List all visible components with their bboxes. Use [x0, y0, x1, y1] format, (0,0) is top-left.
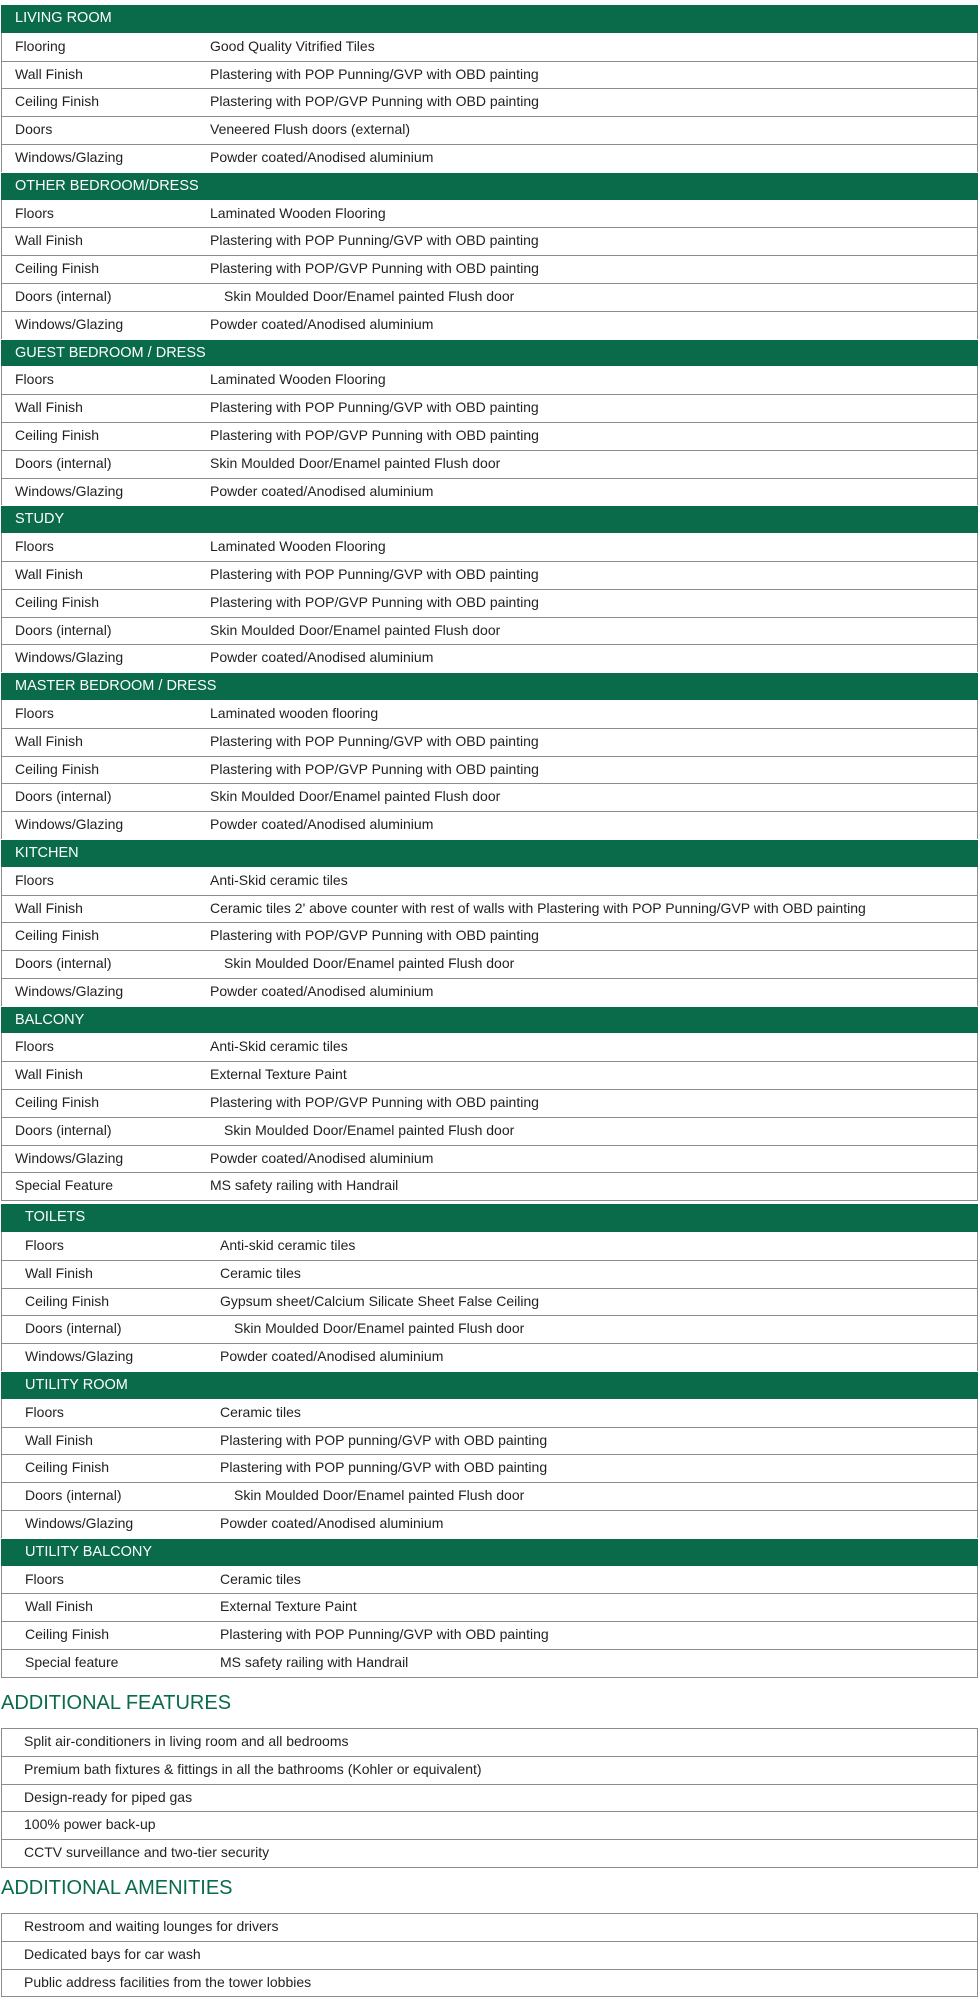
spec-row	[1, 1315, 978, 1343]
spec-label: Floors	[25, 1237, 64, 1254]
spec-value: Skin Moulded Door/Enamel painted Flush door	[224, 287, 515, 304]
list-item: Restroom and waiting lounges for drivers	[1, 1913, 978, 1941]
spec-value: Powder coated/Anodised aluminium	[210, 482, 434, 499]
spec-value: Ceramic tiles	[220, 1403, 301, 1420]
spec-value: Anti-Skid ceramic tiles	[210, 1038, 348, 1055]
spec-row	[1, 61, 978, 89]
spec-row	[1, 1510, 978, 1538]
spec-row	[1, 811, 978, 839]
spec-row	[1, 200, 978, 228]
spec-group	[1, 1204, 978, 1677]
spec-label: Doors (internal)	[15, 454, 112, 471]
spec-value: Powder coated/Anodised aluminium	[210, 1149, 434, 1166]
spec-row	[1, 867, 978, 895]
section-header: STUDY	[1, 505, 978, 533]
spec-label: Wall Finish	[15, 732, 83, 749]
spec-label: Windows/Glazing	[15, 1149, 124, 1166]
spec-label: Doors	[15, 121, 53, 138]
spec-row	[1, 533, 978, 561]
spec-label: Wall Finish	[25, 1598, 93, 1615]
spec-value: Laminated Wooden Flooring	[210, 204, 386, 221]
spec-value: Plastering with POP/GVP Punning with OBD painting	[210, 426, 539, 443]
spec-value: Plastering with POP Punning/GVP with OBD painting	[220, 1626, 549, 1643]
spec-row	[1, 394, 978, 422]
list-item: 100% power back-up	[1, 1811, 978, 1839]
spec-row	[1, 700, 978, 728]
section-header: MASTER BEDROOM / DRESS	[1, 672, 978, 700]
additional-features-title: ADDITIONAL FEATURES	[1, 1692, 232, 1714]
spec-row	[1, 450, 978, 478]
spec-label: Ceiling Finish	[25, 1292, 110, 1309]
spec-value: Powder coated/Anodised aluminium	[210, 649, 434, 666]
spec-row	[1, 311, 978, 339]
spec-row	[1, 1260, 978, 1288]
spec-value: MS safety railing with Handrail	[220, 1654, 409, 1671]
spec-label: Windows/Glazing	[15, 482, 124, 499]
spec-row	[1, 1089, 978, 1117]
spec-row	[1, 478, 978, 506]
spec-value: Powder coated/Anodised aluminium	[210, 816, 434, 833]
spec-value: Plastering with POP Punning/GVP with OBD painting	[210, 232, 539, 249]
spec-value: Skin Moulded Door/Enamel painted Flush door	[210, 454, 501, 471]
spec-label: Ceiling Finish	[15, 593, 100, 610]
spec-label: Ceiling Finish	[15, 93, 100, 110]
spec-value: Powder coated/Anodised aluminium	[210, 315, 434, 332]
spec-label: Windows/Glazing	[15, 315, 124, 332]
spec-row	[1, 1117, 978, 1145]
section-header: UTILITY ROOM	[1, 1371, 978, 1399]
spec-label: Windows/Glazing	[15, 148, 124, 165]
spec-row	[1, 283, 978, 311]
spec-label: Floors	[15, 371, 54, 388]
spec-value: Plastering with POP/GVP Punning with OBD painting	[210, 260, 539, 277]
spec-value: Powder coated/Anodised aluminium	[220, 1515, 444, 1532]
spec-value: Plastering with POP/GVP Punning with OBD painting	[210, 760, 539, 777]
spec-label: Special Feature	[15, 1177, 114, 1194]
spec-row	[1, 88, 978, 116]
spec-value: Plastering with POP/GVP Punning with OBD painting	[210, 927, 539, 944]
spec-value: Laminated Wooden Flooring	[210, 371, 386, 388]
spec-group	[1, 5, 978, 1200]
spec-row	[1, 1288, 978, 1316]
spec-value: Powder coated/Anodised aluminium	[220, 1348, 444, 1365]
spec-row	[1, 1621, 978, 1649]
list-item: Design-ready for piped gas	[1, 1784, 978, 1812]
spec-value: Plastering with POP/GVP Punning with OBD painting	[210, 593, 539, 610]
spec-label: Floors	[15, 871, 54, 888]
spec-label: Wall Finish	[15, 1066, 83, 1083]
additional-features-list	[1, 1728, 978, 1868]
spec-label: Doors (internal)	[25, 1487, 122, 1504]
spec-value: Plastering with POP Punning/GVP with OBD painting	[210, 65, 539, 82]
spec-row	[1, 756, 978, 784]
spec-row	[1, 978, 978, 1006]
section-header: LIVING ROOM	[1, 5, 978, 33]
specifications-table	[1, 5, 978, 1678]
spec-label: Doors (internal)	[15, 1121, 112, 1138]
spec-value: Plastering with POP/GVP Punning with OBD painting	[210, 1094, 539, 1111]
spec-value: Plastering with POP Punning/GVP with OBD painting	[210, 565, 539, 582]
spec-value: Skin Moulded Door/Enamel painted Flush door	[234, 1487, 525, 1504]
spec-value: Skin Moulded Door/Enamel painted Flush door	[224, 955, 515, 972]
list-item: Split air-conditioners in living room and all bedrooms	[1, 1728, 978, 1756]
spec-value: Plastering with POP punning/GVP with OBD painting	[220, 1431, 548, 1448]
list-item: Premium bath fixtures & fittings in all the bathrooms (Kohler or equivalent)	[1, 1756, 978, 1784]
spec-row	[1, 1033, 978, 1061]
spec-value: Plastering with POP Punning/GVP with OBD painting	[210, 732, 539, 749]
list-item: CCTV surveillance and two-tier security	[1, 1839, 978, 1867]
spec-label: Wall Finish	[15, 65, 83, 82]
spec-value: Gypsum sheet/Calcium Silicate Sheet False Ceiling	[220, 1292, 540, 1309]
spec-row	[1, 227, 978, 255]
spec-value: Anti-Skid ceramic tiles	[210, 871, 348, 888]
spec-value: Plastering with POP/GVP Punning with OBD painting	[210, 93, 539, 110]
spec-label: Windows/Glazing	[25, 1348, 134, 1365]
list-item: Dedicated bays for car wash	[1, 1941, 978, 1969]
spec-row	[1, 1482, 978, 1510]
spec-row	[1, 1454, 978, 1482]
spec-label: Ceiling Finish	[15, 1094, 100, 1111]
spec-row	[1, 144, 978, 172]
spec-value: Plastering with POP Punning/GVP with OBD painting	[210, 399, 539, 416]
spec-label: Wall Finish	[25, 1264, 93, 1281]
spec-value: Ceramic tiles 2' above counter with rest of walls with Plastering with POP Punning/GVP with OBD painting	[210, 899, 866, 916]
spec-value: Veneered Flush doors (external)	[210, 121, 410, 138]
section-header: OTHER BEDROOM/DRESS	[1, 172, 978, 200]
spec-value: Skin Moulded Door/Enamel painted Flush door	[234, 1320, 525, 1337]
spec-row	[1, 950, 978, 978]
spec-row	[1, 561, 978, 589]
spec-label: Ceiling Finish	[15, 760, 100, 777]
spec-label: Floors	[25, 1403, 64, 1420]
spec-label: Wall Finish	[25, 1431, 93, 1448]
list-item: Public address facilities from the tower lobbies	[1, 1969, 978, 1997]
spec-label: Doors (internal)	[15, 287, 112, 304]
spec-label: Windows/Glazing	[15, 649, 124, 666]
spec-label: Ceiling Finish	[15, 260, 100, 277]
section-header: BALCONY	[1, 1006, 978, 1034]
spec-value: Laminated Wooden Flooring	[210, 538, 386, 555]
section-header: UTILITY BALCONY	[1, 1538, 978, 1566]
spec-value: Powder coated/Anodised aluminium	[210, 148, 434, 165]
spec-row	[1, 422, 978, 450]
spec-row	[1, 1593, 978, 1621]
spec-row	[1, 1427, 978, 1455]
spec-row	[1, 255, 978, 283]
spec-row	[1, 116, 978, 144]
spec-row	[1, 895, 978, 923]
spec-value: Anti-skid ceramic tiles	[220, 1237, 356, 1254]
spec-row	[1, 783, 978, 811]
spec-label: Special feature	[25, 1654, 119, 1671]
spec-value: Good Quality Vitrified Tiles	[210, 37, 375, 54]
spec-row	[1, 589, 978, 617]
spec-label: Doors (internal)	[25, 1320, 122, 1337]
additional-amenities-list	[1, 1913, 978, 1997]
spec-label: Wall Finish	[15, 899, 83, 916]
spec-label: Floors	[15, 538, 54, 555]
spec-label: Wall Finish	[15, 232, 83, 249]
spec-row	[1, 1172, 978, 1200]
spec-row	[1, 1399, 978, 1427]
spec-value: Plastering with POP punning/GVP with OBD painting	[220, 1459, 548, 1476]
spec-value: Skin Moulded Door/Enamel painted Flush door	[210, 788, 501, 805]
spec-row	[1, 33, 978, 61]
spec-value: External Texture Paint	[210, 1066, 347, 1083]
spec-row	[1, 644, 978, 672]
spec-row	[1, 366, 978, 394]
spec-row	[1, 1649, 978, 1677]
spec-label: Floors	[15, 1038, 54, 1055]
spec-value: Skin Moulded Door/Enamel painted Flush door	[224, 1121, 515, 1138]
spec-label: Windows/Glazing	[15, 816, 124, 833]
spec-label: Doors (internal)	[15, 788, 112, 805]
spec-value: Laminated wooden flooring	[210, 704, 379, 721]
spec-value: External Texture Paint	[220, 1598, 357, 1615]
spec-row	[1, 1232, 978, 1260]
spec-row	[1, 1343, 978, 1371]
spec-label: Ceiling Finish	[25, 1626, 110, 1643]
spec-label: Floors	[25, 1570, 64, 1587]
spec-label: Wall Finish	[15, 565, 83, 582]
spec-row	[1, 1145, 978, 1173]
additional-amenities-title: ADDITIONAL AMENITIES	[1, 1877, 233, 1899]
spec-value: Skin Moulded Door/Enamel painted Flush door	[210, 621, 501, 638]
spec-row	[1, 1566, 978, 1594]
spec-label: Windows/Glazing	[15, 982, 124, 999]
spec-row	[1, 617, 978, 645]
spec-label: Floors	[15, 704, 54, 721]
spec-label: Windows/Glazing	[25, 1515, 134, 1532]
spec-value: MS safety railing with Handrail	[210, 1177, 399, 1194]
spec-value: Powder coated/Anodised aluminium	[210, 982, 434, 999]
spec-label: Doors (internal)	[15, 621, 112, 638]
section-header: GUEST BEDROOM / DRESS	[1, 339, 978, 367]
spec-value: Ceramic tiles	[220, 1570, 301, 1587]
spec-label: Wall Finish	[15, 399, 83, 416]
spec-row	[1, 1061, 978, 1089]
spec-label: Ceiling Finish	[25, 1459, 110, 1476]
spec-label: Ceiling Finish	[15, 927, 100, 944]
section-header: KITCHEN	[1, 839, 978, 867]
spec-label: Doors (internal)	[15, 955, 112, 972]
spec-row	[1, 922, 978, 950]
spec-label: Ceiling Finish	[15, 426, 100, 443]
section-header: TOILETS	[1, 1204, 978, 1232]
spec-value: Ceramic tiles	[220, 1264, 301, 1281]
spec-label: Flooring	[15, 37, 66, 54]
spec-row	[1, 728, 978, 756]
spec-label: Floors	[15, 204, 54, 221]
